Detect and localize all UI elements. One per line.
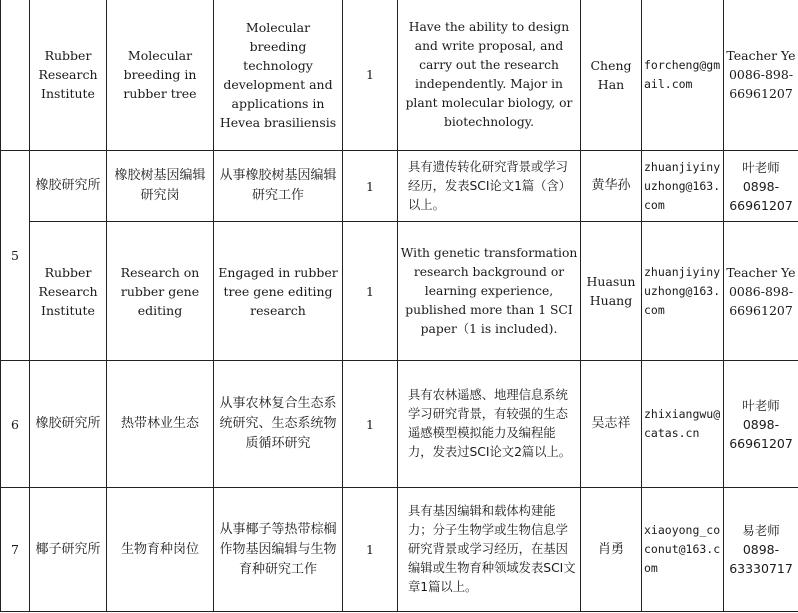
requirement-cell: 具有农林遥感、地理信息系统学习研究背景，有较强的生态遥感模型模拟能力及编程能力，发表过SCI论文2篇以上。 xyxy=(398,361,581,488)
position-cell: Research on rubber gene editing xyxy=(107,222,214,361)
headcount-cell: 1 xyxy=(343,361,398,488)
work-content-cell: 从事椰子等热带棕榈作物基因编辑与生物育种研究工作 xyxy=(214,488,343,612)
table-row xyxy=(1,151,798,222)
contact-person-cell: 吴志祥 xyxy=(581,361,642,488)
requirement-cell: 具有遗传转化研究背景或学习经历，发表SCI论文1篇（含）以上。 xyxy=(398,151,581,222)
unit-cell: Rubber Research Institute xyxy=(30,222,107,361)
phone-cell: 易老师 0898-63330717 xyxy=(724,488,798,612)
email-cell: zhuanjiyinyuzhong@163.com xyxy=(642,151,724,222)
phone-cell: Teacher Ye 0086-898-66961207 xyxy=(724,0,798,151)
work-content-cell: Molecular breeding technology development and applications in Hevea brasiliensis xyxy=(214,0,343,151)
phone-cell: 叶老师 0898-66961207 xyxy=(724,151,798,222)
requirement-cell: 具有基因编辑和载体构建能力；分子生物学或生物信息学研究背景或学习经历，在基因编辑或生物育种领域发表SCI文章1篇以上。 xyxy=(398,488,581,612)
row-number: 7 xyxy=(1,488,30,612)
work-content-cell: 从事橡胶树基因编辑研究工作 xyxy=(214,151,343,222)
unit-cell: 椰子研究所 xyxy=(30,488,107,612)
headcount-cell: 1 xyxy=(343,222,398,361)
requirement-cell: Have the ability to design and write proposal, and carry out the research independently. Major in plant molecular biology, or biotechnology. xyxy=(398,0,581,151)
position-cell: 橡胶树基因编辑研究岗 xyxy=(107,151,214,222)
table-row xyxy=(1,361,798,488)
row-number xyxy=(1,0,30,151)
table-row xyxy=(1,0,798,151)
unit-cell: 橡胶研究所 xyxy=(30,151,107,222)
email-cell: zhixiangwu@catas.cn xyxy=(642,361,724,488)
email-cell: forcheng@gmail.com xyxy=(642,0,724,151)
phone-cell: 叶老师 0898-66961207 xyxy=(724,361,798,488)
unit-cell: Rubber Research Institute xyxy=(30,0,107,151)
contact-person-cell: 黄华孙 xyxy=(581,151,642,222)
row-number: 5 xyxy=(1,151,30,361)
table-row xyxy=(1,488,798,612)
headcount-cell: 1 xyxy=(343,151,398,222)
headcount-cell: 1 xyxy=(343,0,398,151)
email-cell: zhuanjiyinyuzhong@163.com xyxy=(642,222,724,361)
position-cell: 热带林业生态 xyxy=(107,361,214,488)
requirement-cell: With genetic transformation research background or learning experience, published more than 1 SCI paper（1 is included). xyxy=(398,222,581,361)
work-content-cell: 从事农林复合生态系统研究、生态系统物质循环研究 xyxy=(214,361,343,488)
table-row xyxy=(1,222,798,361)
headcount-cell: 1 xyxy=(343,488,398,612)
contact-person-cell: 肖勇 xyxy=(581,488,642,612)
phone-cell: Teacher Ye 0086-898-66961207 xyxy=(724,222,798,361)
position-cell: 生物育种岗位 xyxy=(107,488,214,612)
work-content-cell: Engaged in rubber tree gene editing research xyxy=(214,222,343,361)
position-cell: Molecular breeding in rubber tree xyxy=(107,0,214,151)
email-cell: xiaoyong_coconut@163.com xyxy=(642,488,724,612)
row-number: 6 xyxy=(1,361,30,488)
contact-person-cell: Cheng Han xyxy=(581,0,642,151)
contact-person-cell: Huasun Huang xyxy=(581,222,642,361)
unit-cell: 橡胶研究所 xyxy=(30,361,107,488)
